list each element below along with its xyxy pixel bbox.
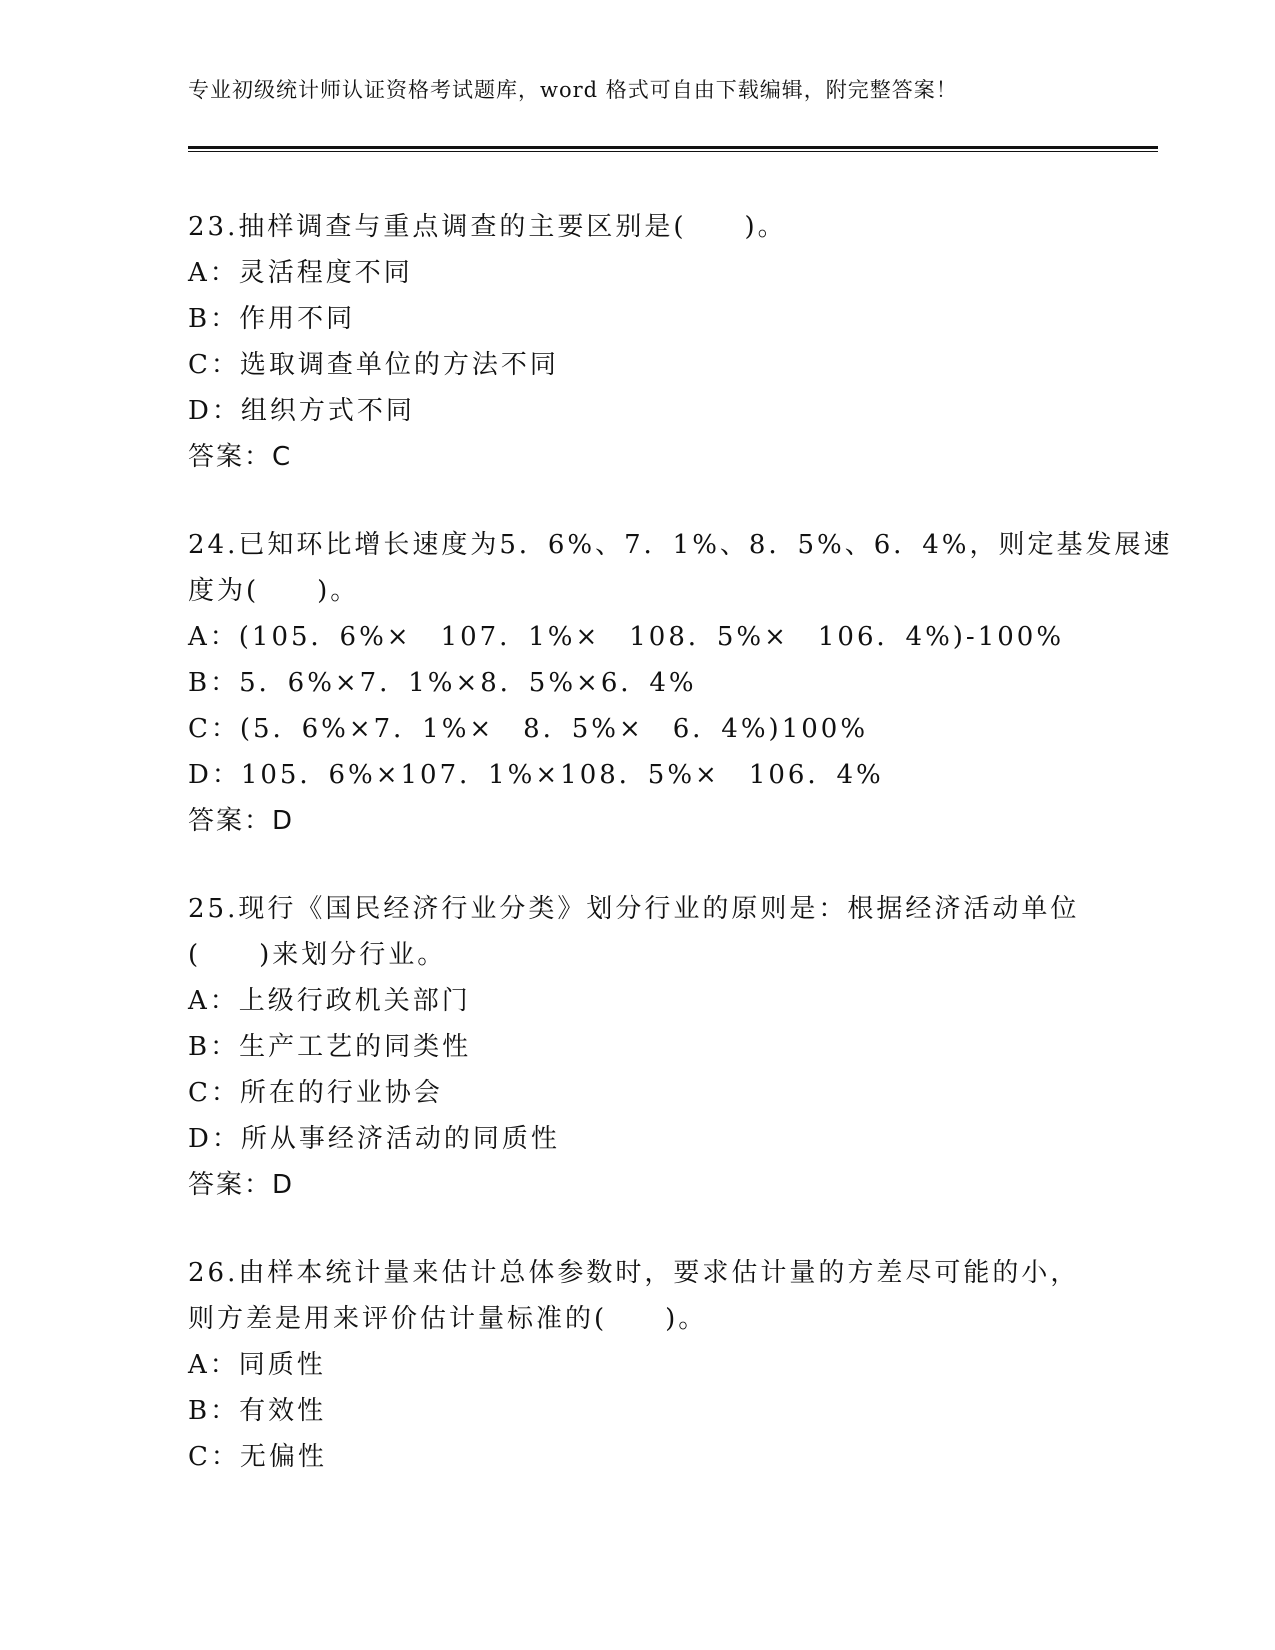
option-b: B：作用不同 (188, 304, 356, 334)
option-b: B：生产工艺的同类性 (188, 1032, 472, 1062)
page-header: 专业初级统计师认证资格考试题库，word 格式可自由下载编辑，附完整答案！ (188, 78, 958, 102)
answer: 答案：D (188, 806, 295, 836)
option-a: A：上级行政机关部门 (188, 986, 471, 1016)
option-c: C：无偏性 (188, 1442, 327, 1472)
question-stem-cont: ( )来划分行业。 (188, 940, 447, 970)
option-d: D：105．6%×107．1%×108．5%× 106．4% (188, 760, 884, 790)
question-25 (188, 886, 1088, 1208)
question-26 (188, 1250, 1088, 1480)
option-a: A：同质性 (188, 1350, 326, 1380)
option-c: C：选取调查单位的方法不同 (188, 350, 559, 380)
option-b: B：有效性 (188, 1396, 327, 1426)
question-23 (188, 204, 1088, 480)
question-list (188, 204, 1173, 1522)
option-c: C：所在的行业协会 (188, 1078, 443, 1108)
question-stem: 25.现行《国民经济行业分类》划分行业的原则是：根据经济活动单位 (188, 894, 1080, 924)
option-c: C：(5．6%×7．1%× 8．5%× 6．4%)100% (188, 714, 869, 744)
header-rule-thick (188, 146, 1158, 149)
option-b: B：5．6%×7．1%×8．5%×6．4% (188, 668, 697, 698)
answer: 答案：D (188, 1170, 295, 1200)
option-a: A：灵活程度不同 (188, 258, 413, 288)
option-a: A：(105．6%× 107．1%× 108．5%× 106．4%)-100% (188, 622, 1065, 652)
question-stem: 23.抽样调查与重点调查的主要区别是( )。 (188, 212, 787, 242)
option-d: D：组织方式不同 (188, 396, 415, 426)
header-rule-thin (188, 151, 1158, 152)
question-stem-cont: 度为( )。 (188, 576, 360, 606)
option-d: D：所从事经济活动的同质性 (188, 1124, 560, 1154)
answer: 答案：C (188, 442, 293, 472)
question-stem: 26.由样本统计量来估计总体参数时，要求估计量的方差尽可能的小， (188, 1258, 1080, 1288)
question-24 (188, 522, 1173, 844)
question-stem-cont: 则方差是用来评价估计量标准的( )。 (188, 1304, 708, 1334)
question-stem: 24.已知环比增长速度为5．6%、7．1%、8．5%、6．4%，则定基发展速 (188, 530, 1173, 560)
